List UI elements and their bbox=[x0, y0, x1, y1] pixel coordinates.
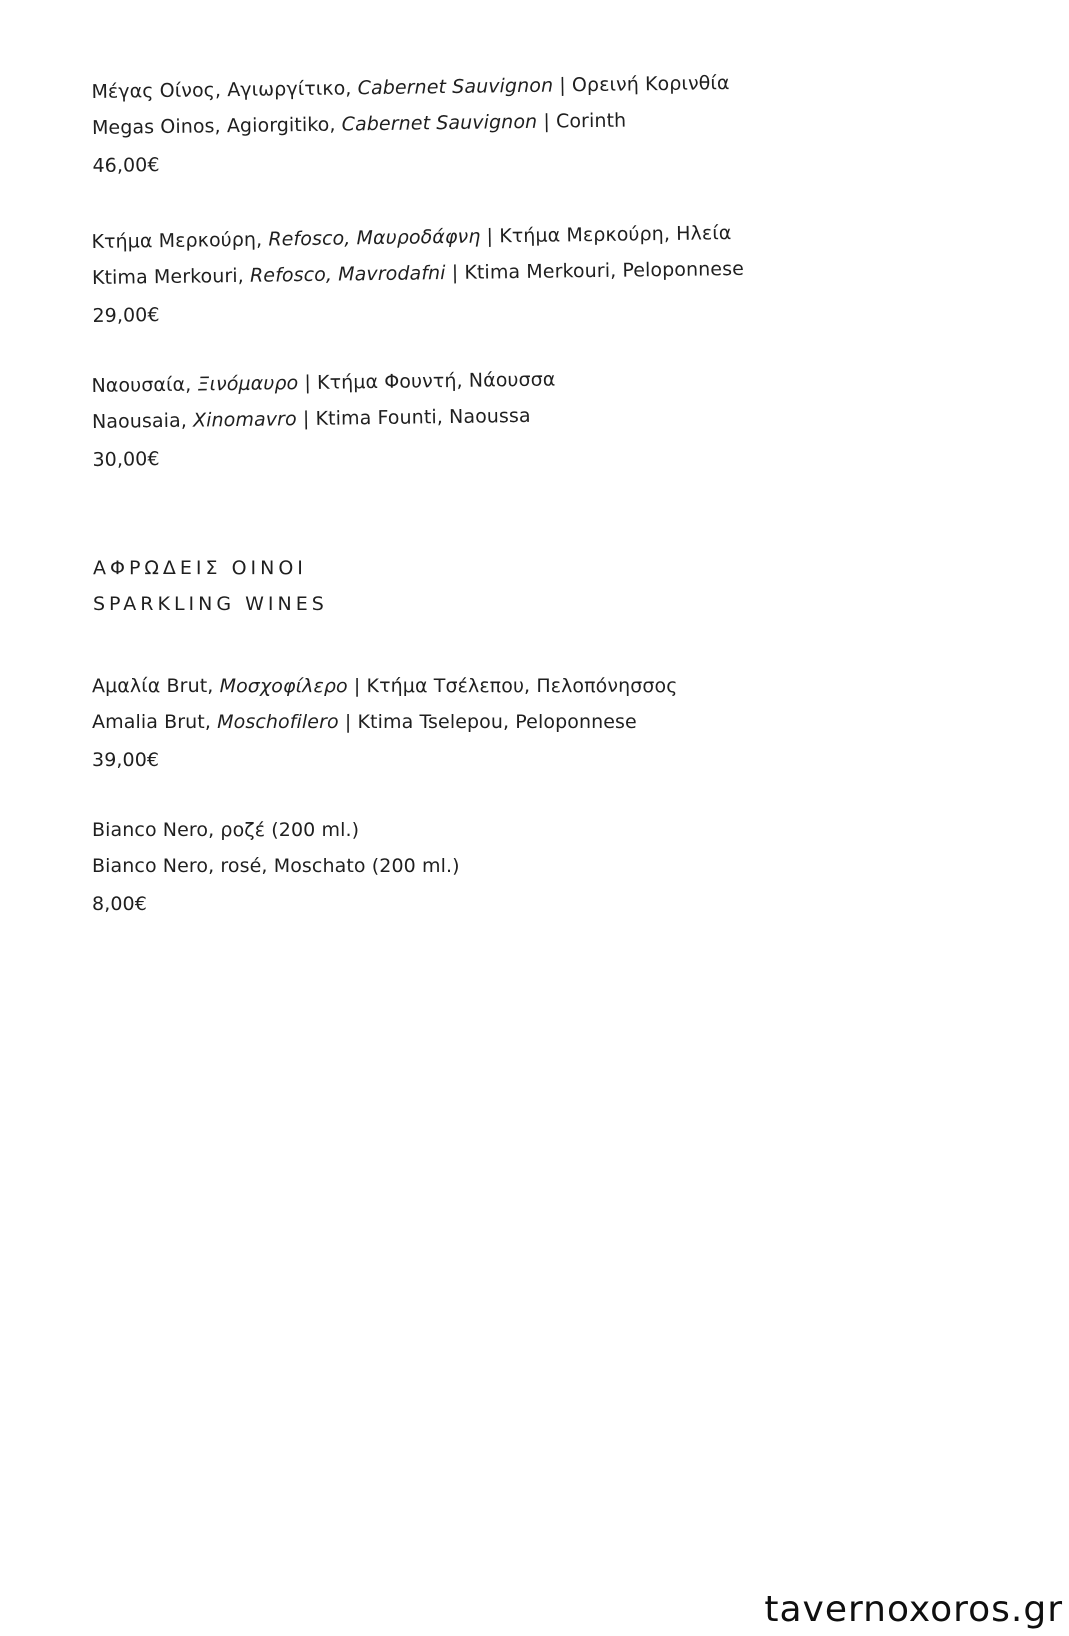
wine-item-naousaia bbox=[91, 364, 792, 472]
region-greek: | Κτήμα Φουντή, Νάουσσα bbox=[298, 368, 556, 395]
wine-price: 39,00€ bbox=[92, 749, 160, 771]
producer-greek: Αμαλία Brut, bbox=[92, 675, 214, 697]
grapes-italic-english: Xinomavro bbox=[192, 408, 297, 432]
wine-item-ktima-merkouri bbox=[91, 220, 792, 328]
grapes-italic-greek: Refosco, Μαυροδάφνη bbox=[268, 225, 481, 251]
grapes-english: Agiorgitiko, bbox=[220, 113, 342, 138]
grapes-italic-greek: Cabernet Sauvignon bbox=[357, 74, 554, 100]
producer-english: Amalia Brut, bbox=[92, 711, 211, 733]
wine-name-english bbox=[92, 710, 792, 734]
producer-greek: Μέγας Οίνος, bbox=[91, 79, 222, 104]
producer-english: Ktima Merkouri, bbox=[91, 264, 245, 289]
grapes-italic-english: Moschofilero bbox=[217, 711, 339, 733]
wine-name-english bbox=[92, 256, 792, 290]
producer-greek: Κτήμα Μερκούρη, bbox=[91, 228, 263, 254]
grapes-italic-greek: Ξινόμαυρο bbox=[197, 372, 299, 396]
grapes-italic-english: Refosco, Mavrodafni bbox=[249, 262, 446, 287]
producer-greek: Bianco Nero, ροζέ (200 ml.) bbox=[92, 819, 360, 841]
region-english: | Corinth bbox=[537, 109, 627, 133]
section-title-greek: ΑΦΡΩΔΕΙΣ ΟΙΝΟΙ bbox=[93, 557, 307, 579]
wine-name-greek bbox=[91, 364, 791, 398]
wine-name-greek bbox=[92, 674, 792, 698]
wine-price: 29,00€ bbox=[92, 304, 160, 327]
region-english: | Ktima Merkouri, Peloponnese bbox=[445, 257, 745, 285]
grapes-italic-greek: Μοσχοφίλερο bbox=[219, 675, 348, 697]
wine-price: 30,00€ bbox=[92, 448, 160, 471]
wine-name-english bbox=[92, 106, 792, 140]
producer-greek: Ναουσαία, bbox=[91, 373, 192, 398]
producer-english: Naousaia, bbox=[91, 409, 188, 433]
region-greek: | Ορεινή Κορινθία bbox=[552, 72, 730, 97]
wine-price: 8,00€ bbox=[92, 893, 147, 915]
region-english: | Ktima Founti, Naoussa bbox=[296, 404, 531, 431]
producer-english: Bianco Nero, rosé, Moschato (200 ml.) bbox=[92, 855, 460, 877]
wine-name-english bbox=[92, 854, 792, 878]
wine-item-megas-oinos bbox=[91, 70, 792, 178]
wine-name-greek bbox=[92, 818, 792, 842]
region-greek: | Κτήμα Τσέλεπου, Πελοπόνησσος bbox=[347, 675, 678, 697]
wine-name-greek bbox=[91, 220, 791, 254]
section-title-english: SPARKLING WINES bbox=[93, 593, 328, 615]
wine-item-amalia-brut bbox=[92, 674, 792, 772]
region-greek: | Κτήμα Μερκούρη, Ηλεία bbox=[480, 222, 732, 248]
grapes-italic-english: Cabernet Sauvignon bbox=[341, 110, 538, 136]
site-watermark: tavernoxoros.gr bbox=[764, 1589, 1063, 1630]
wine-name-greek bbox=[91, 70, 791, 104]
grapes-greek: Αγιωργίτικο, bbox=[220, 77, 358, 102]
wine-item-bianco-nero bbox=[92, 818, 792, 916]
wine-name-english bbox=[92, 400, 792, 434]
region-english: | Ktima Tselepou, Peloponnese bbox=[338, 711, 637, 733]
producer-english: Megas Oinos, bbox=[91, 115, 221, 139]
wine-price: 46,00€ bbox=[92, 154, 160, 177]
